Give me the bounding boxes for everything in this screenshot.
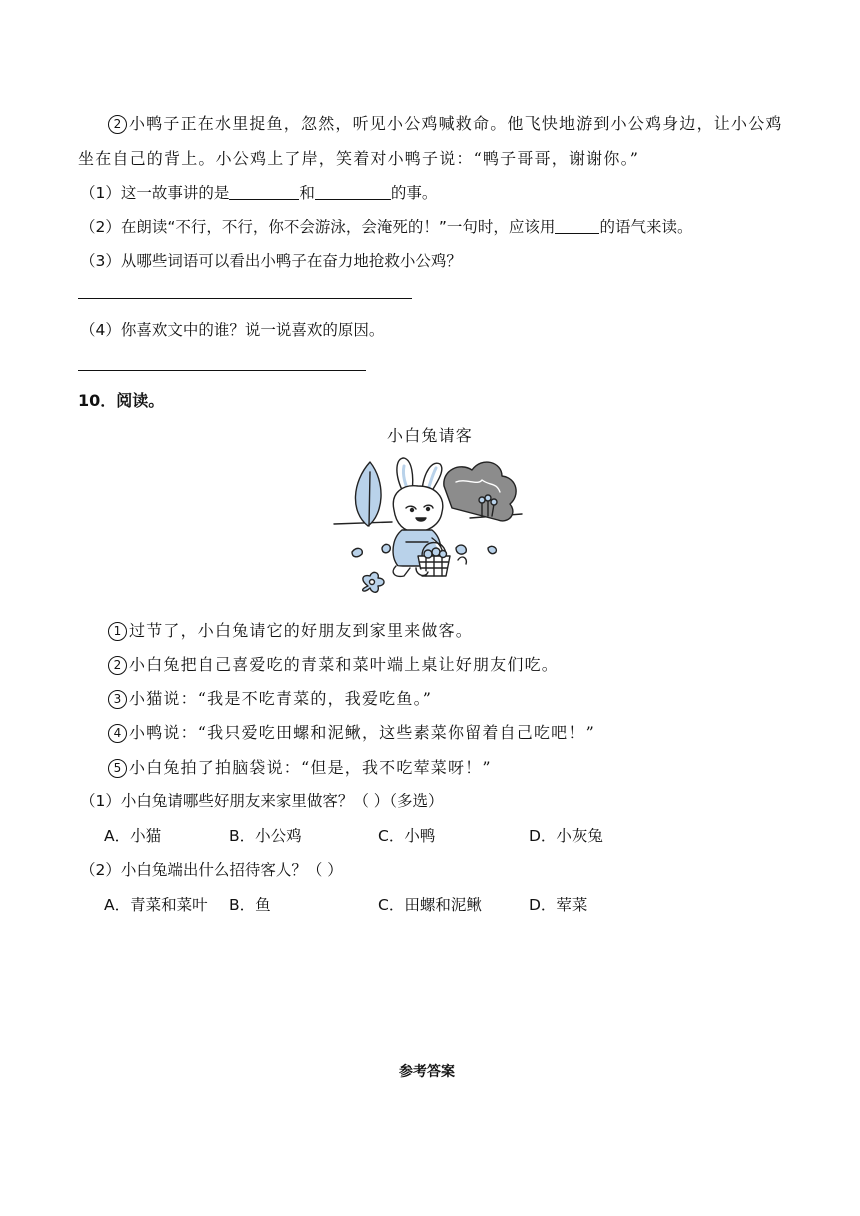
story-title: 小白兔请客 [387, 426, 474, 445]
answer-line[interactable] [78, 370, 366, 371]
option-a[interactable]: A．小猫 [104, 827, 162, 845]
paragraph-text: 小白兔拍了拍脑袋说：“但是，我不吃荤菜呀！” [129, 758, 492, 777]
question-9-4: （4）你喜欢文中的谁？说一说喜欢的原因。 [80, 321, 385, 339]
paragraph-marker: 2 [108, 115, 127, 134]
question-text: 的事。 [390, 184, 438, 202]
paragraph-text: 小鸭说：“我只爱吃田螺和泥鳅，这些素菜你留着自己吃吧！” [129, 723, 595, 742]
passage-paragraph-2-line2: 坐在自己的背上。小公鸡上了岸，笑着对小鸭子说：“鸭子哥哥，谢谢你。” [78, 149, 640, 168]
story-paragraph-1 [108, 618, 473, 641]
rabbit-illustration [332, 452, 528, 604]
paragraph-text: 小鸭子正在水里捉鱼，忽然，听见小公鸡喊救命。他飞快地游到小公鸡身边，让小公鸡 [129, 114, 783, 133]
story-paragraph-4 [108, 720, 595, 743]
story-paragraph-5 [108, 755, 492, 778]
answer-blank[interactable] [315, 185, 391, 200]
answer-blank[interactable] [555, 219, 599, 234]
question-9-1 [80, 181, 437, 203]
option-d[interactable]: D．荤菜 [529, 896, 588, 914]
question-text: 的语气来读。 [599, 218, 693, 236]
question-9-3: （3）从哪些词语可以看出小鸭子在奋力地抢救小公鸡？ [80, 252, 462, 270]
question-text: （2）在朗读“不行，不行，你不会游泳，会淹死的！”一句时，应该用 [80, 218, 556, 236]
paragraph-marker: 2 [108, 656, 127, 675]
paragraph-text: 过节了，小白兔请它的好朋友到家里来做客。 [129, 621, 474, 640]
question-9-2 [80, 215, 692, 237]
paragraph-text: 小猫说：“我是不吃青菜的，我爱吃鱼。” [129, 689, 433, 708]
question-10-2: （2）小白兔端出什么招待客人？（ ） [80, 861, 343, 879]
story-paragraph-3 [108, 686, 432, 709]
option-b[interactable]: B．鱼 [229, 896, 271, 914]
question-text: 和 [299, 184, 315, 202]
option-d[interactable]: D．小灰兔 [529, 827, 603, 845]
answer-line[interactable] [78, 298, 412, 299]
option-c[interactable]: C．小鸭 [378, 827, 436, 845]
paragraph-marker: 1 [108, 622, 127, 641]
story-paragraph-2 [108, 652, 559, 675]
answer-key-heading: 参考答案 [399, 1064, 455, 1080]
paragraph-marker: 4 [108, 724, 127, 743]
paragraph-marker: 5 [108, 759, 127, 778]
section-heading: 10．阅读。 [78, 391, 165, 410]
option-b[interactable]: B．小公鸡 [229, 827, 302, 845]
option-c[interactable]: C．田螺和泥鳅 [378, 896, 482, 914]
question-text: （1）这一故事讲的是 [80, 184, 230, 202]
option-a[interactable]: A．青菜和菜叶 [104, 896, 208, 914]
passage-paragraph-2 [108, 111, 783, 134]
question-10-1: （1）小白兔请哪些好朋友来家里做客？（ ）（多选） [80, 792, 444, 810]
answer-blank[interactable] [229, 185, 299, 200]
paragraph-text: 小白兔把自己喜爱吃的青菜和菜叶端上桌让好朋友们吃。 [129, 655, 560, 674]
paragraph-marker: 3 [108, 690, 127, 709]
